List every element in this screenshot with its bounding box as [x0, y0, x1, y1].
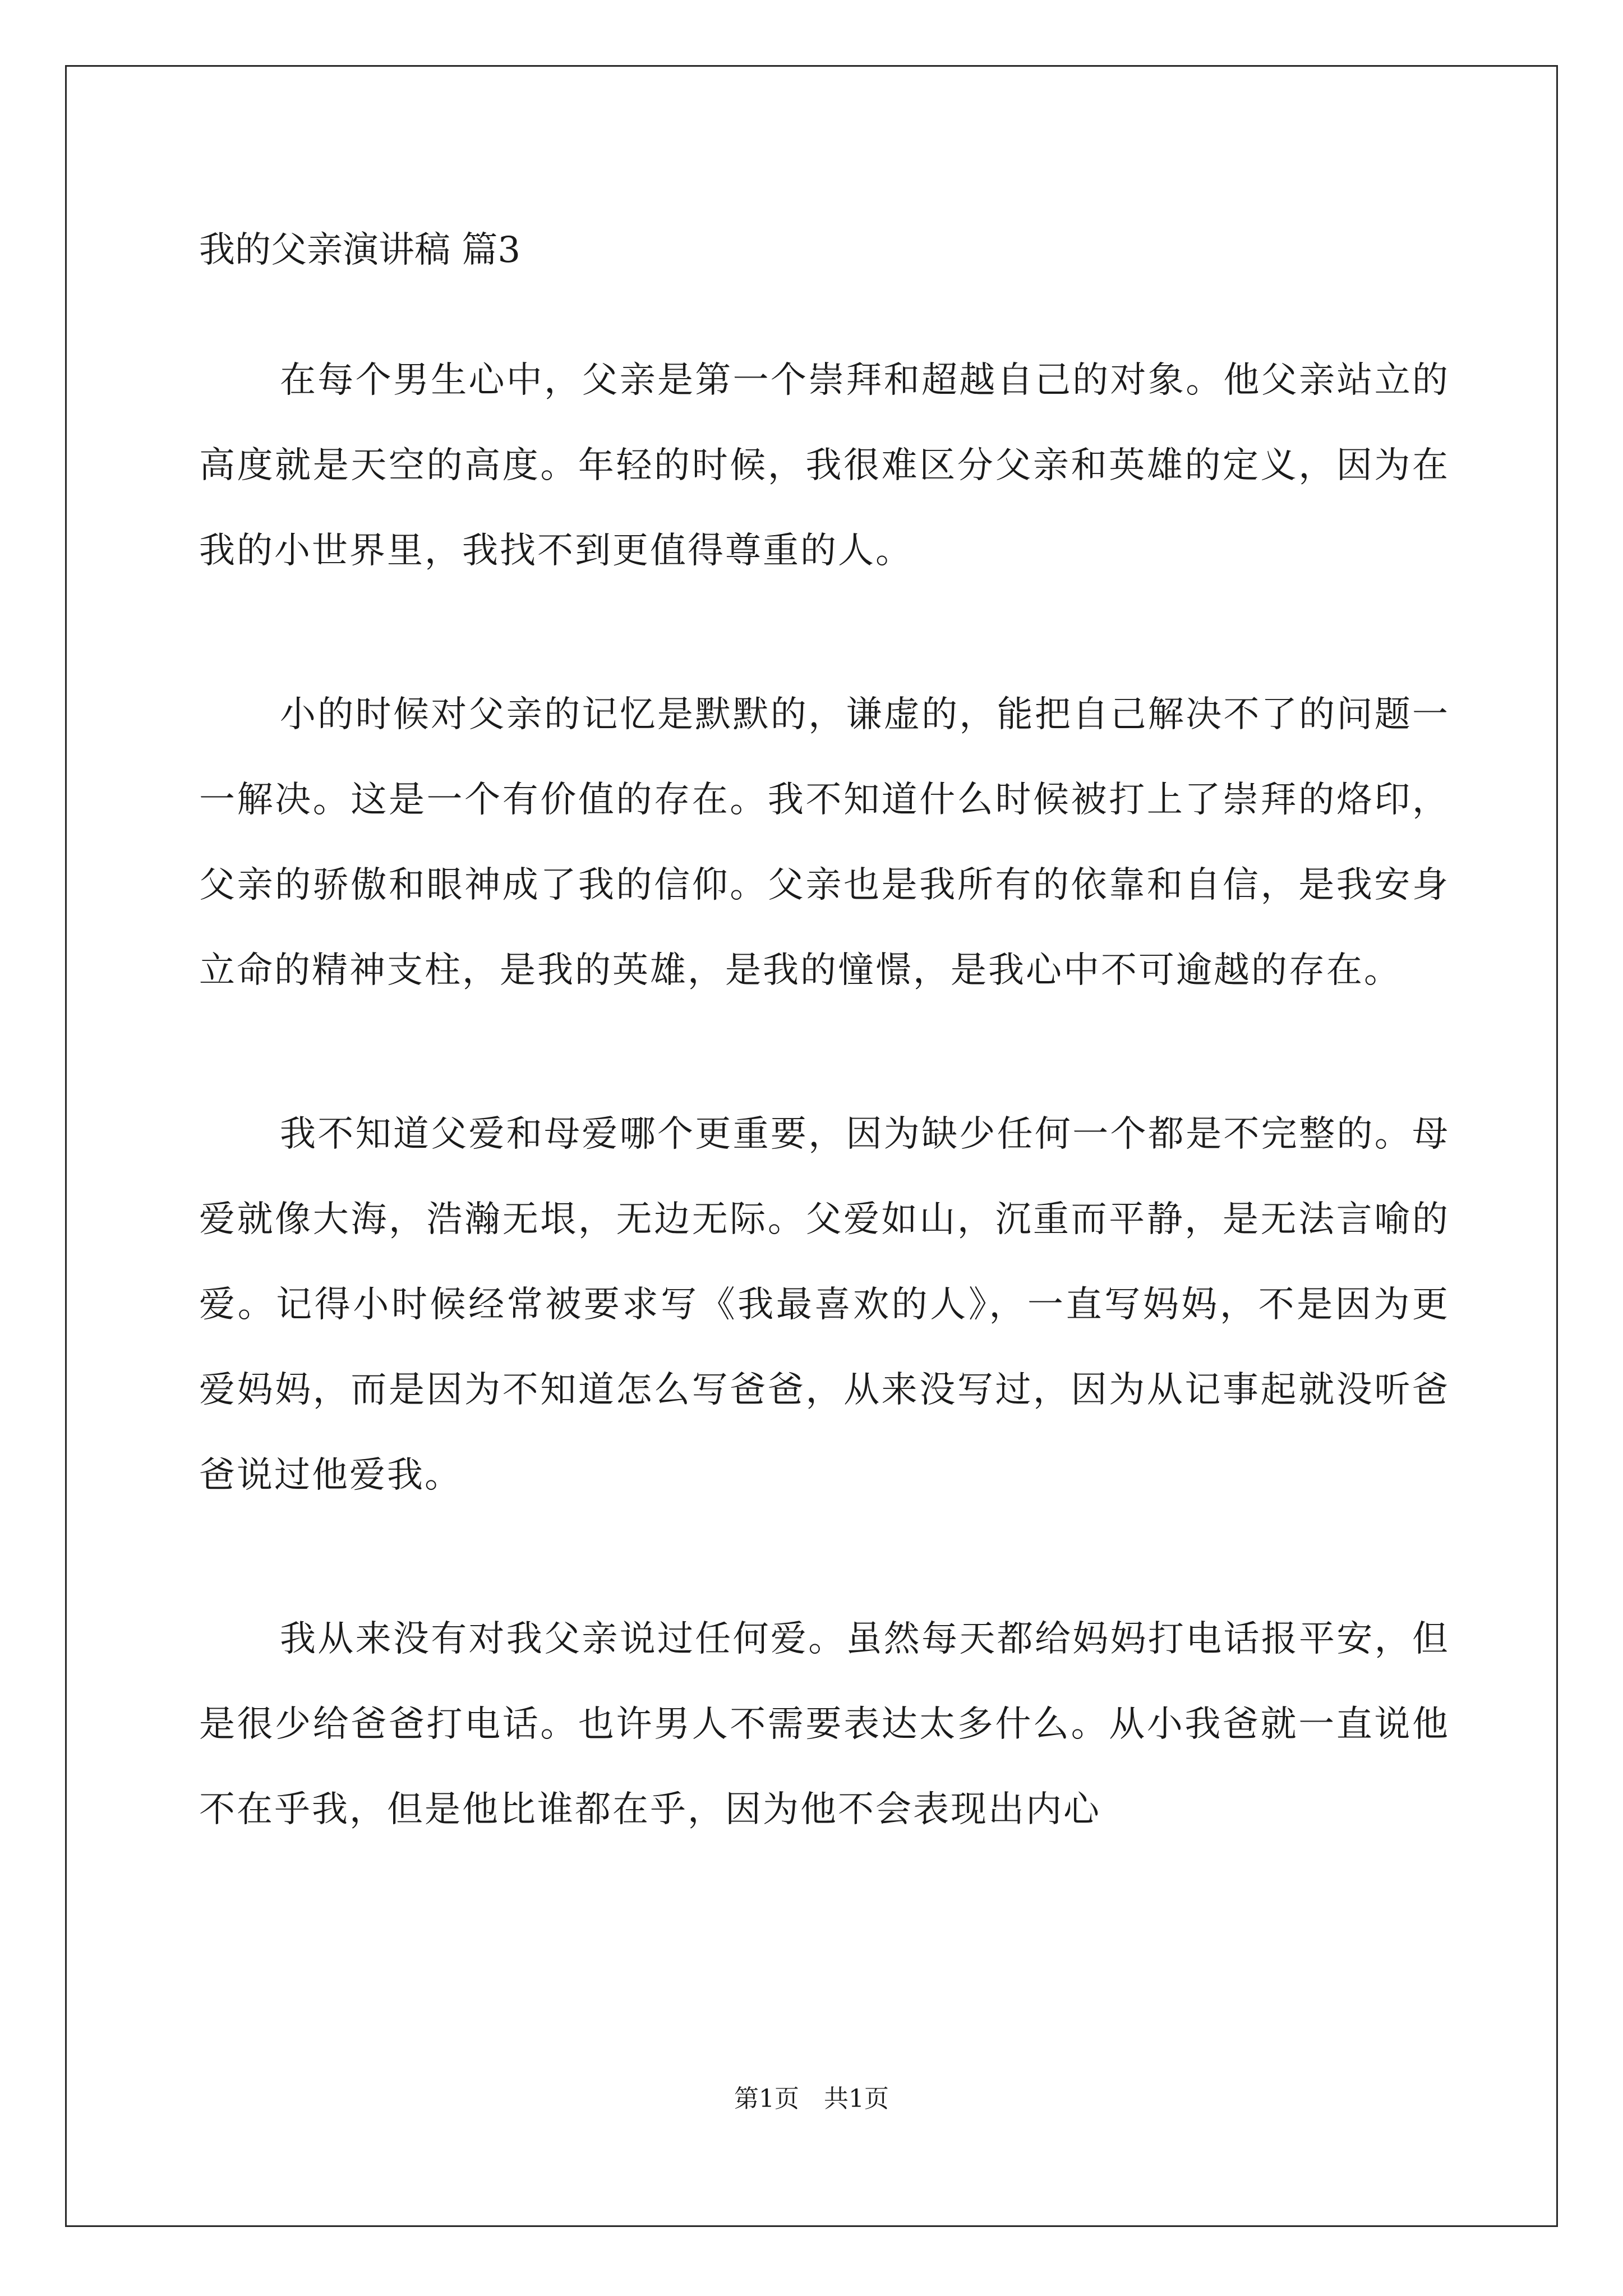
document-body [199, 223, 1450, 1852]
page-number-footer: 第1页 共1页 [734, 2085, 889, 2113]
document-title: 我的父亲演讲稿 篇3 [199, 229, 521, 271]
paragraph-3: 我不知道父爱和母爱哪个更重要，因为缺少任何一个都是不完整的。母爱就像大海，浩瀚无垠，无边无际。父爱如山，沉重而平静，是无法言喻的爱。记得小时候经常被要求写《我最喜欢的人》，一直写妈妈，不是因为更爱妈妈，而是因为不知道怎么写爸爸，从来没写过，因为从记事起就没听爸爸说过他爱我。 [199, 1114, 1450, 1496]
paragraph-1: 在每个男生心中，父亲是第一个崇拜和超越自己的对象。他父亲站立的高度就是天空的高度。年轻的时候，我很难区分父亲和英雄的定义，因为在我的小世界里，我找不到更值得尊重的人。 [199, 360, 1450, 572]
paragraph-2: 小的时候对父亲的记忆是默默的，谦虚的，能把自己解决不了的问题一一解决。这是一个有价值的存在。我不知道什么时候被打上了崇拜的烙印，父亲的骄傲和眼神成了我的信仰。父亲也是我所有的依靠和自信，是我安身立命的精神支柱，是我的英雄，是我的憧憬，是我心中不可逾越的存在。 [199, 694, 1450, 991]
paragraph-4: 我从来没有对我父亲说过任何爱。虽然每天都给妈妈打电话报平安，但是很少给爸爸打电话。也许男人不需要表达太多什么。从小我爸就一直说他不在乎我，但是他比谁都在乎，因为他不会表现出内心 [199, 1618, 1450, 1830]
